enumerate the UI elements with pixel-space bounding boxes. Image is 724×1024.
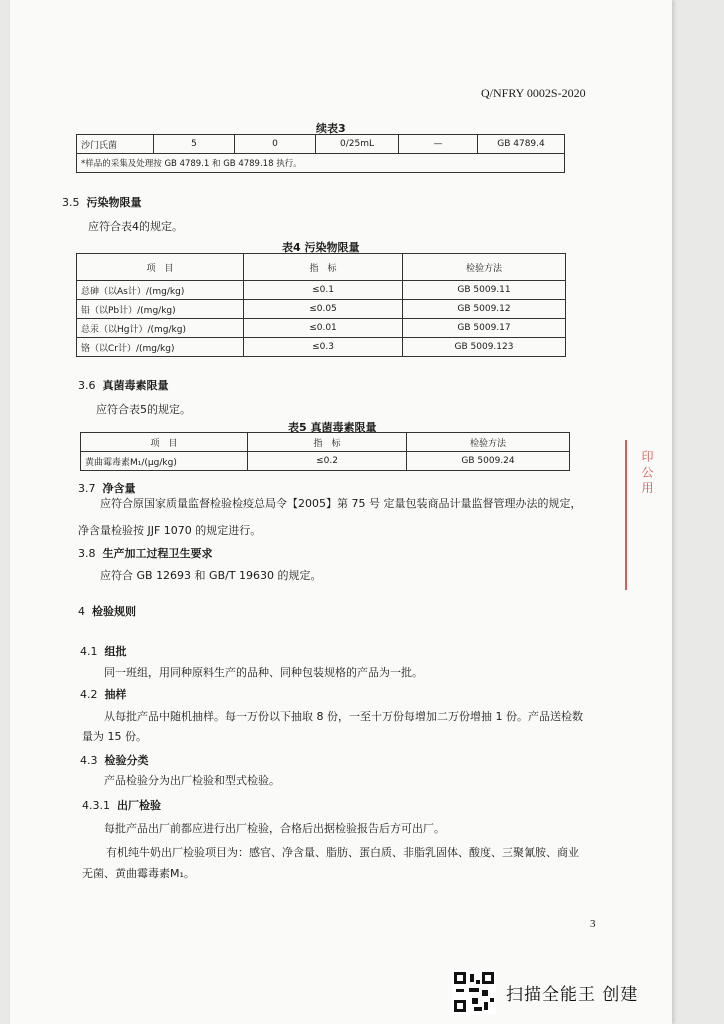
table-cell: 铬（以Cr计）/(mg/kg) xyxy=(77,338,244,357)
section-title: 组批 xyxy=(104,645,127,658)
section-number: 4.3 xyxy=(80,754,98,767)
table-cell: 0 xyxy=(235,135,316,154)
section-title: 污染物限量 xyxy=(86,196,142,209)
section-number: 3.5 xyxy=(62,196,80,209)
table-header: 检验方法 xyxy=(403,254,566,281)
section-heading xyxy=(82,797,161,813)
table-cell: 总砷（以As计）/(mg/kg) xyxy=(77,281,244,300)
scanner-watermark xyxy=(452,968,638,1016)
table-row xyxy=(77,154,565,173)
table-cell: 5 xyxy=(154,135,235,154)
section-title: 真菌毒素限量 xyxy=(102,379,169,392)
section-number: 3.7 xyxy=(78,482,96,495)
table-row xyxy=(81,452,570,471)
section-heading xyxy=(78,480,136,496)
table3 xyxy=(76,134,565,173)
section-heading xyxy=(80,643,127,659)
table-cell: ≤0.1 xyxy=(244,281,403,300)
table-cell: 沙门氏菌 xyxy=(77,135,154,154)
section-title: 抽样 xyxy=(104,688,127,701)
section-text: 应符合表5的规定。 xyxy=(96,403,191,416)
table-cell: 黄曲霉毒素M₁/(μg/kg) xyxy=(81,452,248,471)
table4-title: 表4 污染物限量 xyxy=(282,241,360,254)
section-text: 无菌、黄曲霉毒素M₁。 xyxy=(82,867,195,880)
section-text: 应符合 GB 12693 和 GB/T 19630 的规定。 xyxy=(100,569,322,582)
section-title: 检验规则 xyxy=(92,605,136,618)
section-number: 4.1 xyxy=(80,645,98,658)
table-cell: ≤0.2 xyxy=(248,452,407,471)
table-cell: GB 5009.11 xyxy=(403,281,566,300)
table-cell: GB 5009.24 xyxy=(407,452,570,471)
section-text: 同一班组，用同种原料生产的品种、同种包装规格的产品为一批。 xyxy=(104,666,423,679)
section-number: 4.2 xyxy=(80,688,98,701)
table-row xyxy=(77,135,565,154)
table-cell: ≤0.01 xyxy=(244,319,403,338)
table-cell: GB 5009.123 xyxy=(403,338,566,357)
document-code: Q/NFRY 0002S-2020 xyxy=(481,86,586,100)
table-header: 指 标 xyxy=(244,254,403,281)
section-text: 量为 15 份。 xyxy=(82,730,147,743)
table-cell: 0/25mL xyxy=(316,135,399,154)
section-text: 应符合原国家质量监督检验检疫总局令【2005】第 75 号 定量包装商品计量监督管理办法的规定， xyxy=(100,497,582,510)
section-number: 4.3.1 xyxy=(82,799,110,812)
table-cell: — xyxy=(399,135,478,154)
table-header: 项 目 xyxy=(81,433,248,452)
table-header: 项 目 xyxy=(77,254,244,281)
section-heading xyxy=(80,686,127,702)
scanner-app-text: 扫描全能王 创建 xyxy=(506,984,639,1005)
section-title: 检验分类 xyxy=(104,754,149,767)
table-cell: GB 5009.17 xyxy=(403,319,566,338)
table-cell: GB 4789.4 xyxy=(478,135,565,154)
table-header: 检验方法 xyxy=(407,433,570,452)
section-text: 每批产品出厂前都应进行出厂检验，合格后出据检验报告后方可出厂。 xyxy=(104,822,445,835)
table3-note: *样品的采集及处理按 GB 4789.1 和 GB 4789.18 执行。 xyxy=(77,154,565,173)
section-text: 从每批产品中随机抽样。每一万份以下抽取 8 份，一至十万份每增加二万份增抽 1 份。产品送检数 xyxy=(104,710,583,723)
section-number: 3.6 xyxy=(78,379,96,392)
seal-stamp-marks: 印 公 用 xyxy=(640,450,654,494)
table-cell: 总汞（以Hg计）/(mg/kg) xyxy=(77,319,244,338)
section-text: 应符合表4的规定。 xyxy=(88,220,183,233)
table-cell: GB 5009.12 xyxy=(403,300,566,319)
table5 xyxy=(80,432,570,471)
section-text: 有机纯牛奶出厂检验项目为：感官、净含量、脂肪、蛋白质、非脂乳固体、酸度、三聚氰胺、商业 xyxy=(106,846,579,859)
section-text: 净含量检验按 JJF 1070 的规定进行。 xyxy=(78,524,262,537)
section-heading xyxy=(78,603,136,619)
section-heading xyxy=(62,194,142,210)
section-number: 3.8 xyxy=(78,547,96,560)
table-header: 指 标 xyxy=(248,433,407,452)
table-cell: 铅（以Pb计）/(mg/kg) xyxy=(77,300,244,319)
section-heading xyxy=(80,752,149,768)
section-title: 生产加工过程卫生要求 xyxy=(102,547,213,560)
table-row xyxy=(77,319,566,338)
section-title: 净含量 xyxy=(102,482,136,495)
section-title: 出厂检验 xyxy=(117,799,161,812)
table-row xyxy=(77,300,566,319)
table-row xyxy=(77,281,566,300)
table-header-row xyxy=(81,433,570,452)
section-heading xyxy=(78,377,169,393)
table-row xyxy=(77,338,566,357)
table5-title: 表5 真菌毒素限量 xyxy=(288,421,377,434)
section-number: 4 xyxy=(78,605,85,618)
section-heading xyxy=(78,545,213,561)
table-header-row xyxy=(77,254,566,281)
table4 xyxy=(76,253,566,357)
table-cell: ≤0.05 xyxy=(244,300,403,319)
section-text: 产品检验分为出厂检验和型式检验。 xyxy=(104,774,280,787)
table3-title: 续表3 xyxy=(316,122,346,135)
table-cell: ≤0.3 xyxy=(244,338,403,357)
page-number: 3 xyxy=(590,918,596,930)
qr-code-icon xyxy=(452,970,496,1014)
